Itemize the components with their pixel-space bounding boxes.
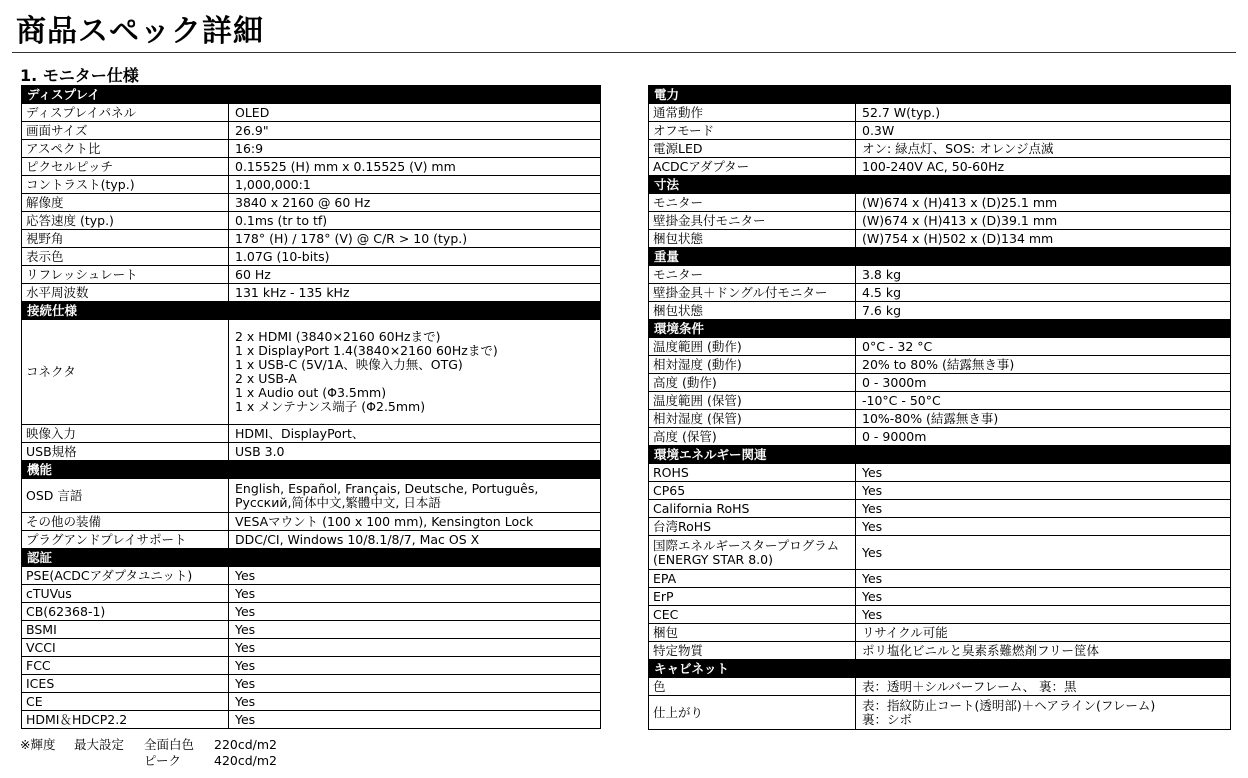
- spec-row: [649, 482, 1231, 500]
- spec-row: [22, 639, 601, 657]
- spec-value: [856, 482, 1231, 500]
- footnote-label: 全面白色: [144, 737, 195, 752]
- spec-label: HDMI＆HDCP2.2: [22, 711, 229, 729]
- group-header-row: [649, 660, 1231, 678]
- spec-value-line: 表：透明＋シルバーフレーム、 裏：黒: [862, 678, 1077, 694]
- group-title: 機能: [22, 461, 601, 479]
- spec-row: [22, 230, 601, 248]
- spec-row: [22, 443, 601, 461]
- spec-label: 解像度: [22, 194, 229, 212]
- spec-value-line: Yes: [235, 639, 256, 655]
- spec-row: [22, 711, 601, 729]
- spec-value-line: 4.5 kg: [862, 284, 902, 300]
- spec-row: [649, 570, 1231, 588]
- spec-value-line: 0°C - 32 °C: [862, 338, 933, 354]
- spec-value: [229, 675, 601, 693]
- spec-label: 相対湿度 (動作): [649, 356, 856, 374]
- spec-value-line: 52.7 W(typ.): [862, 104, 941, 120]
- title-divider: [12, 52, 1236, 53]
- spec-label: 特定物質: [649, 642, 856, 660]
- spec-value-line: Yes: [862, 544, 883, 560]
- spec-table-left: [21, 85, 601, 729]
- spec-row: [649, 302, 1231, 320]
- spec-row: [22, 603, 601, 621]
- spec-row: [22, 194, 601, 212]
- spec-label: CE: [22, 693, 229, 711]
- spec-value: [856, 212, 1231, 230]
- spec-value: [856, 606, 1231, 624]
- spec-value-line: Yes: [235, 621, 256, 637]
- spec-value-line: 10%-80% (結露無き事): [862, 410, 999, 426]
- spec-row: [649, 374, 1231, 392]
- spec-row: [649, 518, 1231, 536]
- spec-row: [649, 410, 1231, 428]
- spec-row: [649, 158, 1231, 176]
- group-header-row: [649, 446, 1231, 464]
- spec-row: [649, 338, 1231, 356]
- spec-value-line: 178° (H) / 178° (V) @ C/R > 10 (typ.): [235, 230, 468, 246]
- spec-row: [22, 284, 601, 302]
- spec-label: 温度範囲 (動作): [649, 338, 856, 356]
- group-header-row: [649, 86, 1231, 104]
- spec-value-line: 1 x Audio out (Φ3.5mm): [235, 385, 387, 400]
- spec-value: [229, 248, 601, 266]
- spec-value-line: 16:9: [235, 140, 264, 156]
- spec-value-line: 3.8 kg: [862, 266, 902, 282]
- group-header-row: [22, 549, 601, 567]
- spec-value-line: 3840 x 2160 @ 60 Hz: [235, 194, 371, 210]
- spec-value-line: 1 x USB-C (5V/1A、映像入力無、OTG): [235, 357, 463, 372]
- spec-label: VCCI: [22, 639, 229, 657]
- spec-row: [22, 693, 601, 711]
- spec-value: [229, 176, 601, 194]
- spec-value-line: Yes: [862, 570, 883, 586]
- spec-label: CEC: [649, 606, 856, 624]
- spec-row: [22, 140, 601, 158]
- spec-value-line: 1 x メンテナンス端子 (Φ2.5mm): [235, 399, 426, 414]
- spec-label: 表示色: [22, 248, 229, 266]
- spec-label: 梱包: [649, 624, 856, 642]
- spec-value-line: 20% to 80% (結露無き事): [862, 356, 1015, 372]
- spec-label: リフレッシュレート: [22, 266, 229, 284]
- spec-value: [856, 696, 1231, 730]
- spec-value: [856, 374, 1231, 392]
- spec-value: [856, 518, 1231, 536]
- spec-value-line: 100-240V AC, 50-60Hz: [862, 158, 1005, 174]
- spec-value: [856, 410, 1231, 428]
- spec-row: [649, 392, 1231, 410]
- spec-value-line: 2 x USB-A: [235, 371, 297, 386]
- spec-value: [229, 104, 601, 122]
- spec-row: [22, 176, 601, 194]
- spec-value: [856, 392, 1231, 410]
- group-title: 認証: [22, 549, 601, 567]
- group-title: ディスプレイ: [22, 86, 601, 104]
- spec-label: California RoHS: [649, 500, 856, 518]
- spec-value-line: Yes: [862, 482, 883, 498]
- spec-value-line: DDC/CI, Windows 10/8.1/8/7, Mac OS X: [235, 531, 480, 547]
- spec-value-line: 26.9": [235, 122, 269, 138]
- group-header-row: [649, 176, 1231, 194]
- spec-value-line: 131 kHz - 135 kHz: [235, 284, 350, 300]
- spec-value-line: 0 - 3000m: [862, 374, 927, 390]
- spec-label: ディスプレイパネル: [22, 104, 229, 122]
- spec-value: [229, 693, 601, 711]
- spec-label: 相対湿度 (保管): [649, 410, 856, 428]
- spec-value-line: 0.15525 (H) mm x 0.15525 (V) mm: [235, 158, 456, 174]
- spec-label: USB規格: [22, 443, 229, 461]
- spec-value: [229, 194, 601, 212]
- spec-label: ピクセルピッチ: [22, 158, 229, 176]
- footnote-value: 420cd/m2: [214, 753, 278, 768]
- spec-value-line: 表：指紋防止コート(透明部)＋ヘアライン(フレーム): [862, 697, 1156, 713]
- footnote-value: 220cd/m2: [214, 737, 278, 752]
- spec-value-line: Yes: [862, 518, 883, 534]
- spec-label: 台湾RoHS: [649, 518, 856, 536]
- spec-value: [229, 443, 601, 461]
- spec-value: [229, 212, 601, 230]
- spec-value-line: VESAマウント (100 x 100 mm), Kensington Lock: [235, 513, 534, 529]
- spec-label: 壁掛金具付モニター: [649, 212, 856, 230]
- spec-row: [649, 624, 1231, 642]
- spec-label: 電源LED: [649, 140, 856, 158]
- spec-value-line: Yes: [235, 603, 256, 619]
- spec-value-line: オン: 緑点灯、SOS: オレンジ点滅: [862, 140, 1054, 156]
- spec-label: 仕上がり: [649, 696, 856, 730]
- spec-value-line: Yes: [235, 675, 256, 691]
- spec-value-line: (W)674 x (H)413 x (D)39.1 mm: [862, 212, 1058, 228]
- spec-value-line: Yes: [862, 500, 883, 516]
- spec-value-line: 7.6 kg: [862, 302, 902, 318]
- spec-value: [856, 624, 1231, 642]
- spec-row: [649, 230, 1231, 248]
- spec-row: [649, 212, 1231, 230]
- spec-label: 視野角: [22, 230, 229, 248]
- spec-value: [856, 536, 1231, 570]
- spec-label: モニター: [649, 194, 856, 212]
- spec-row: [649, 104, 1231, 122]
- spec-row: [649, 606, 1231, 624]
- spec-label: 壁掛金具＋ドングル付モニター: [649, 284, 856, 302]
- spec-value: [856, 230, 1231, 248]
- spec-label: 梱包状態: [649, 230, 856, 248]
- group-header-row: [22, 461, 601, 479]
- spec-value-line: Yes: [862, 588, 883, 604]
- spec-label: BSMI: [22, 621, 229, 639]
- spec-value-line: 0 - 9000m: [862, 428, 927, 444]
- spec-row: [22, 425, 601, 443]
- spec-label: オフモード: [649, 122, 856, 140]
- spec-row: [649, 464, 1231, 482]
- spec-value: [856, 122, 1231, 140]
- spec-row: [649, 678, 1231, 696]
- spec-value-line: 裏：シボ: [862, 711, 913, 727]
- spec-value-line: (W)754 x (H)502 x (D)134 mm: [862, 230, 1054, 246]
- spec-value-line: Русский,简体中文,繁體中文, 日本語: [235, 494, 441, 510]
- spec-row: [649, 642, 1231, 660]
- spec-value: [856, 570, 1231, 588]
- spec-label: 水平周波数: [22, 284, 229, 302]
- spec-label: 応答速度 (typ.): [22, 212, 229, 230]
- spec-row: [649, 428, 1231, 446]
- spec-row: [22, 104, 601, 122]
- footnote-row: [20, 753, 294, 769]
- spec-row: [22, 212, 601, 230]
- spec-value: [229, 320, 601, 425]
- spec-label: 色: [649, 678, 856, 696]
- spec-row: [649, 140, 1231, 158]
- spec-value-line: Yes: [862, 606, 883, 622]
- spec-value: [229, 621, 601, 639]
- group-title: 環境条件: [649, 320, 1231, 338]
- spec-row: [22, 158, 601, 176]
- spec-label: CP65: [649, 482, 856, 500]
- spec-label: ErP: [649, 588, 856, 606]
- spec-value: [229, 140, 601, 158]
- spec-row: [22, 585, 601, 603]
- spec-value-line: 0.3W: [862, 122, 895, 138]
- spec-value: [856, 338, 1231, 356]
- spec-value: [856, 284, 1231, 302]
- spec-row: [649, 536, 1231, 570]
- spec-value: [856, 464, 1231, 482]
- spec-row: [649, 588, 1231, 606]
- footnote-label: ピーク: [144, 753, 182, 768]
- spec-value: [856, 302, 1231, 320]
- page-title: 商品スペック詳細: [16, 14, 264, 49]
- spec-value: [229, 513, 601, 531]
- spec-value-line: リサイクル可能: [862, 624, 948, 640]
- spec-row: [22, 567, 601, 585]
- spec-value-line: -10°C - 50°C: [862, 392, 941, 408]
- spec-label: アスペクト比: [22, 140, 229, 158]
- spec-value: [229, 122, 601, 140]
- spec-row: [649, 356, 1231, 374]
- spec-value: [229, 585, 601, 603]
- group-title: 重量: [649, 248, 1231, 266]
- spec-row: [22, 531, 601, 549]
- spec-value-line: English, Español, Français, Deutsche, Português,: [235, 480, 539, 496]
- spec-value-line: 1.07G (10-bits): [235, 248, 330, 264]
- spec-label: 画面サイズ: [22, 122, 229, 140]
- spec-value-line: 1 x DisplayPort 1.4(3840×2160 60Hzまで): [235, 343, 498, 358]
- spec-value: [229, 639, 601, 657]
- spec-value-line: Yes: [235, 567, 256, 583]
- spec-value-line: 60 Hz: [235, 266, 271, 282]
- spec-value-line: Yes: [235, 711, 256, 727]
- spec-value: [856, 194, 1231, 212]
- spec-value-line: HDMI、DisplayPort、: [235, 425, 365, 441]
- section-heading: 1. モニター仕様: [20, 66, 139, 85]
- spec-value: [229, 531, 601, 549]
- spec-value: [856, 500, 1231, 518]
- group-title: 寸法: [649, 176, 1231, 194]
- footnote-row: [20, 737, 294, 753]
- spec-value: [229, 425, 601, 443]
- spec-value-line: (W)674 x (H)413 x (D)25.1 mm: [862, 194, 1058, 210]
- spec-value: [856, 266, 1231, 284]
- spec-value-line: Yes: [235, 585, 256, 601]
- spec-row: [649, 266, 1231, 284]
- spec-label-line: (ENERGY STAR 8.0): [653, 551, 773, 567]
- spec-label: 通常動作: [649, 104, 856, 122]
- group-header-row: [22, 302, 601, 320]
- group-header-row: [22, 86, 601, 104]
- footnote-setting: 最大設定: [74, 737, 125, 752]
- spec-value-line: Yes: [235, 693, 256, 709]
- spec-row: [649, 696, 1231, 730]
- spec-label: コントラスト(typ.): [22, 176, 229, 194]
- spec-label: ROHS: [649, 464, 856, 482]
- spec-value: [856, 428, 1231, 446]
- spec-value: [229, 479, 601, 513]
- spec-value: [229, 230, 601, 248]
- group-header-row: [649, 320, 1231, 338]
- footnote: [20, 737, 294, 769]
- spec-label: CB(62368-1): [22, 603, 229, 621]
- spec-value: [229, 603, 601, 621]
- spec-value: [229, 266, 601, 284]
- spec-value: [856, 356, 1231, 374]
- spec-row: [649, 194, 1231, 212]
- spec-row: [22, 479, 601, 513]
- spec-label: 高度 (動作): [649, 374, 856, 392]
- spec-row: [22, 513, 601, 531]
- spec-table-right: [648, 85, 1231, 730]
- spec-value-line: 2 x HDMI (3840×2160 60Hzまで): [235, 329, 441, 344]
- spec-value-line: Yes: [862, 464, 883, 480]
- spec-value: [856, 588, 1231, 606]
- spec-label: cTUVus: [22, 585, 229, 603]
- spec-row: [649, 500, 1231, 518]
- spec-row: [22, 675, 601, 693]
- spec-row: [22, 657, 601, 675]
- spec-value-line: USB 3.0: [235, 443, 285, 459]
- spec-value: [229, 158, 601, 176]
- spec-label-line: 国際エネルギースタープログラム: [653, 537, 840, 553]
- spec-label: ACDCアダプター: [649, 158, 856, 176]
- footnote-mark: ※輝度: [20, 737, 56, 752]
- spec-label: ICES: [22, 675, 229, 693]
- spec-label: 温度範囲 (保管): [649, 392, 856, 410]
- group-title: 環境エネルギー関連: [649, 446, 1231, 464]
- spec-label: モニター: [649, 266, 856, 284]
- spec-label: FCC: [22, 657, 229, 675]
- group-header-row: [649, 248, 1231, 266]
- spec-value: [229, 657, 601, 675]
- spec-label: [649, 536, 856, 570]
- group-title: 電力: [649, 86, 1231, 104]
- spec-label: 映像入力: [22, 425, 229, 443]
- spec-label: その他の装備: [22, 513, 229, 531]
- spec-value-line: 0.1ms (tr to tf): [235, 212, 328, 228]
- spec-row: [649, 122, 1231, 140]
- spec-value-line: OLED: [235, 104, 270, 120]
- spec-row: [649, 284, 1231, 302]
- spec-value: [856, 140, 1231, 158]
- spec-row: [22, 266, 601, 284]
- spec-row: [22, 320, 601, 425]
- spec-value: [856, 104, 1231, 122]
- spec-value: [856, 158, 1231, 176]
- spec-label: EPA: [649, 570, 856, 588]
- spec-value: [229, 711, 601, 729]
- group-title: キャビネット: [649, 660, 1231, 678]
- spec-label: 高度 (保管): [649, 428, 856, 446]
- spec-label: OSD 言語: [22, 479, 229, 513]
- spec-value-line: 1,000,000:1: [235, 176, 311, 192]
- spec-label: コネクタ: [22, 320, 229, 425]
- spec-value-line: ポリ塩化ビニルと臭素系難燃剤フリー筐体: [862, 642, 1100, 658]
- spec-label: プラグアンドプレイサポート: [22, 531, 229, 549]
- spec-row: [22, 122, 601, 140]
- spec-label: 梱包状態: [649, 302, 856, 320]
- spec-label: PSE(ACDCアダプタユニット): [22, 567, 229, 585]
- spec-value-line: Yes: [235, 657, 256, 673]
- spec-value: [229, 567, 601, 585]
- spec-value: [856, 642, 1231, 660]
- group-title: 接続仕様: [22, 302, 601, 320]
- spec-row: [22, 621, 601, 639]
- spec-value: [229, 284, 601, 302]
- spec-row: [22, 248, 601, 266]
- spec-value: [856, 678, 1231, 696]
